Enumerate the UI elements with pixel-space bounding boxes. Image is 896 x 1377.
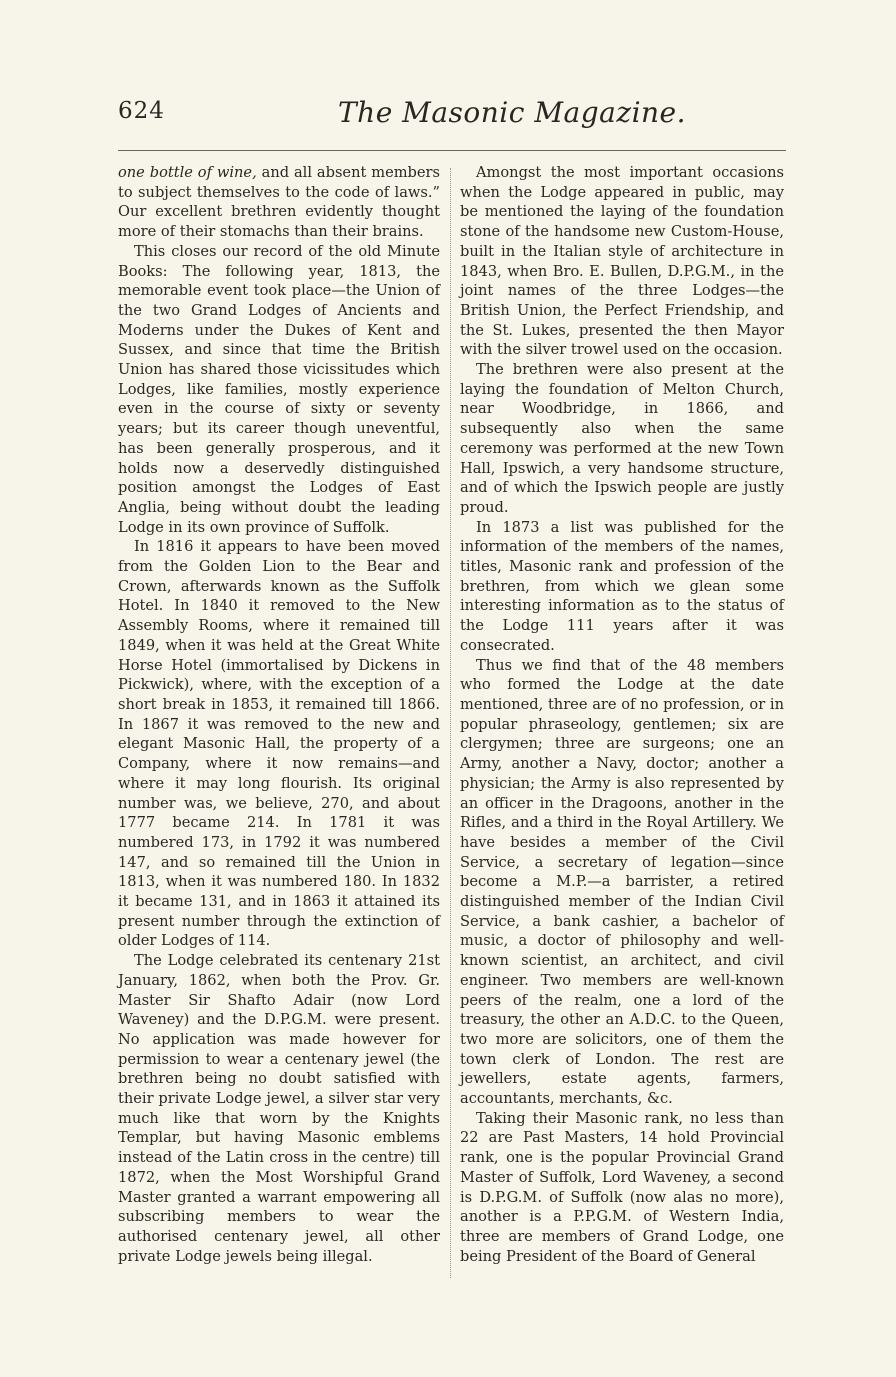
paragraph: Taking their Masonic rank, no less than 22 are Past Masters, 14 hold Provincial rank, one is the popular Provincial Grand Master of Suffolk, Lord Waveney, a second is D.P.G.M. of Suffolk (now alas no more), another is a P.P.G.M. of Western India, three are members of Grand Lodge, one being President of the Board of General: [460, 1109, 784, 1265]
header-rule: [118, 150, 786, 151]
paragraph: In 1816 it appears to have been moved from the Golden Lion to the Bear and Crown, afterwards known as the Suffolk Hotel. In 1840 it removed to the New Assembly Rooms, where it remained till 1849, when it was held at the Great White Horse Hotel (immortalised by Dickens in Pickwick), where, with the exception of a short break in 1853, it remained till 1866. In 1867 it was removed to the new and elegant Masonic Hall, the property of a Company, where it now remains—and where it may long flourish. Its original number was, we believe, 270, and about 1777 became 214. In 1781 it was numbered 173, in 1792 it was numbered 147, and so remained till the Union in 1813, when it was numbered 180. In 1832 it became 131, and in 1863 it attained its present number through the extinction of older Lodges of 114.: [118, 538, 440, 950]
paragraph: In 1873 a list was published for the information of the members of the names, titles, Masonic rank and profession of the brethren, from which we glean some interesting information as to the status of the Lodge 111 years after it was consecrated.: [460, 518, 784, 654]
running-title: The Masonic Magazine.: [338, 96, 687, 129]
paragraph: Amongst the most important occasions when the Lodge appeared in public, may be mentioned the laying of the foundation stone of the handsome new Custom-House, built in the Italian style of architecture in 1843, when Bro. E. Bullen, D.P.G.M., in the joint names of the three Lodges—the British Union, the Perfect Friendship, and the St. Lukes, presented the then Mayor with the silver trowel used on the occasion.: [460, 164, 784, 359]
column-divider: [450, 168, 451, 1278]
paragraph: Thus we find that of the 48 members who formed the Lodge at the date mentioned, three are of no profession, or in popular phraseology, gentlemen; six are clergymen; three are surgeons; one an Army, another a Navy, doctor; another a physician; the Army is also represented by an officer in the Dragoons, another in the Rifles, and a third in the Royal Artillery. We have besides a member of the Civil Service, a secretary of legation—since become a M.P.—a barrister, a retired distinguished member of the Indian Civil Service, a bank cashier, a bachelor of music, a doctor of philosophy and well-known scientist, an architect, and civil engineer. Two members are well-known peers of the realm, one a lord of the treasury, the other an A.D.C. to the Queen, two more are solicitors, one of them the town clerk of London. The rest are jewellers, estate agents, farmers, accountants, merchants, &c.: [460, 656, 784, 1108]
paragraph-text: and all absent members to subject themselves to the code of laws.” Our excellent brethren evidently thought more of their stomachs than their brains.: [118, 164, 440, 241]
paragraph: The Lodge celebrated its centenary 21st January, 1862, when both the Prov. Gr. Master Sir Shafto Adair (now Lord Waveney) and the D.P.G.M. were present. No application was made however for permission to wear a centenary jewel (the brethren being no doubt satisfied with their private Lodge jewel, a silver star very much like that worn by the Knights Templar, but having Masonic emblems instead of the Latin cross in the centre) till 1872, when the Most Worshipful Grand Master granted a warrant empowering all subscribing members to wear the authorised centenary jewel, all other private Lodge jewels being illegal.: [118, 952, 440, 1265]
paragraph: This closes our record of the old Minute Books: The following year, 1813, the memorable event took place—the Union of the two Grand Lodges of Ancients and Moderns under the Dukes of Kent and Sussex, and since that time the British Union has shared those vicissitudes which Lodges, like families, mostly experience even in the course of sixty or seventy years; but its career though uneventful, has been generally prosperous, and it holds now a deservedly distinguished position amongst the Lodges of East Anglia, being without doubt the leading Lodge in its own province of Suffolk.: [118, 242, 440, 536]
paragraph: The brethren were also present at the laying the foundation of Melton Church, near Woodbridge, in 1866, and subsequently also when the same ceremony was performed at the new Town Hall, Ipswich, a very handsome structure, and of which the Ipswich people are justly proud.: [460, 361, 784, 516]
right-column: [460, 163, 784, 1266]
page-header: [118, 98, 786, 138]
left-column: [118, 163, 440, 1266]
italic-phrase: one bottle of wine,: [118, 164, 257, 181]
page-number: 624: [118, 98, 165, 124]
paragraph: [118, 163, 440, 242]
